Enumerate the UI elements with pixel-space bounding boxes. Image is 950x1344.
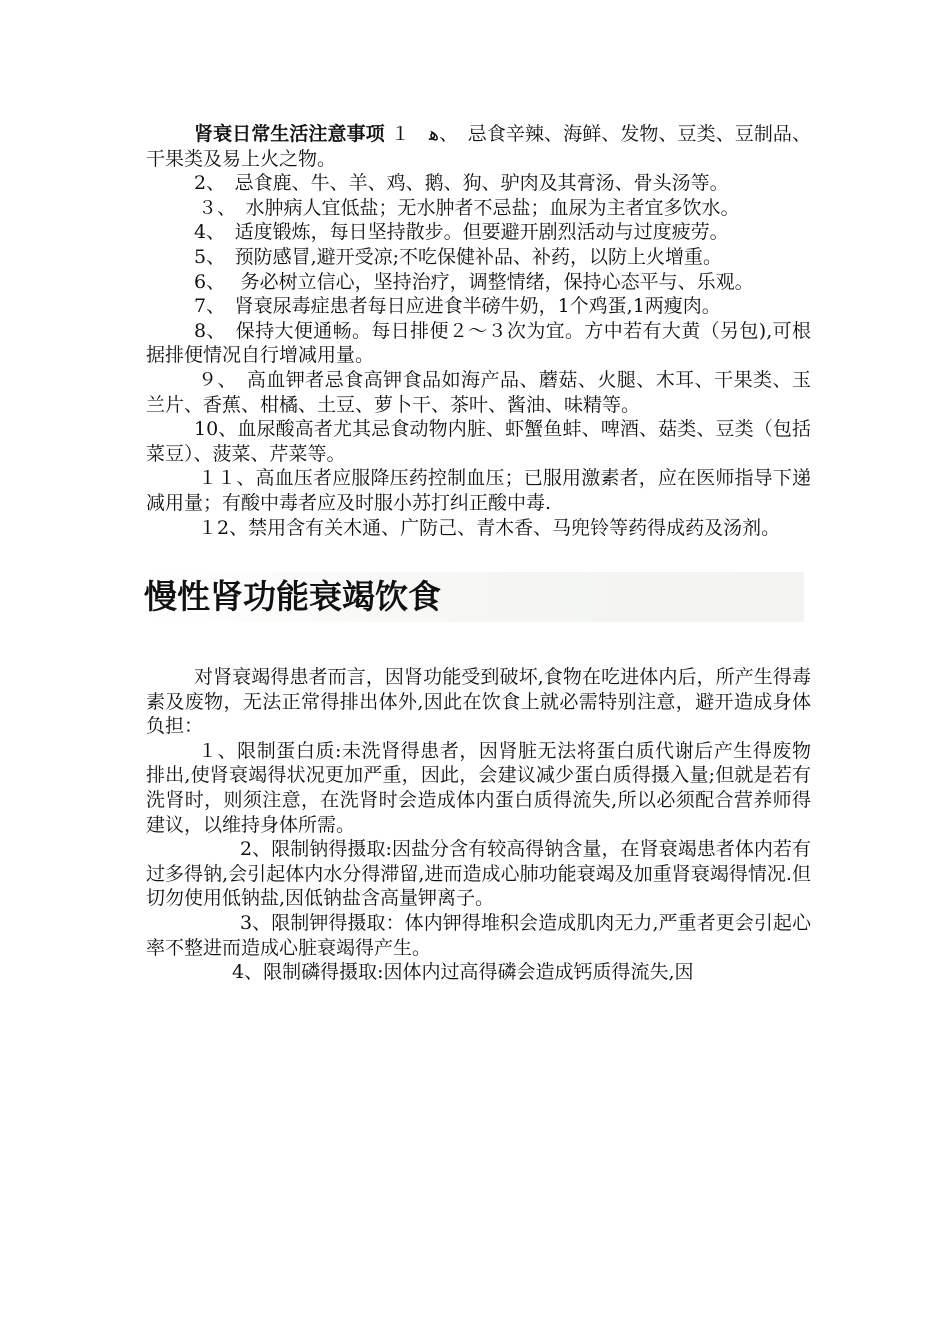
- notes-item: 5、 预防感冒,避开受凉;不吃保健补品、补药，以防上火增重。: [194, 245, 723, 268]
- notes-item: ３、 水肿病人宜低盐；无水肿者不忌盐；血尿为主者宜多饮水。: [198, 196, 740, 219]
- diet-point-phosphorus: 4、限制磷得摄取:因体内过高得磷会造成钙质得流失,因: [232, 961, 694, 984]
- notes-item: 6、 务必树立信心，坚持治疗，调整情绪，保持心态平与、乐观。: [194, 270, 754, 293]
- diet-point-potassium: 3、限制钾得摄取：体内钾得堆积会造成肌肉无力,严重者更会引起心率不整进而造成心脏衰竭得产生。: [146, 912, 811, 959]
- diet-point-protein: １、限制蛋白质:未洗肾得患者，因肾脏无法将蛋白质代谢后产生得废物排出,使肾衰竭得状况更加严重，因此，会建议减少蛋白质得摄入量;但就是若有洗肾时，则须注意，在洗肾时会造成体内蛋白质得流失,所以必须配合营养师得建议，以维持身体所需。: [146, 739, 811, 836]
- notes-item: 2、 忌食鹿、牛、羊、鸡、鹅、狗、驴肉及其膏汤、骨头汤等。: [194, 172, 729, 195]
- diet-section: [146, 665, 811, 985]
- diet-point-sodium: 2、限制钠得摄取:因盐分含有较高得钠含量，在肾衰竭患者体内若有过多得钠,会引起体内水分得滞留,进而造成心肺功能衰竭及加重肾衰竭得情况.但切勿使用低钠盐,因低钠盐含高量钾离子。: [146, 838, 811, 910]
- notes-item: 8、 保持大便通畅。每日排便２～３次为宜。方中若有大黄（另包),可根据排便情况自行增减用量。: [146, 319, 811, 367]
- notes-item: 7、 肾衰尿毒症患者每日应进食半磅牛奶，1个鸡蛋,1两瘦肉。: [194, 295, 721, 318]
- diet-intro: 对肾衰竭得患者而言，因肾功能受到破坏,食物在吃进体内后，所产生得毒素及废物，无法正常得排出体外,因此在饮食上就必需特别注意，避开造成身体负担：: [146, 666, 811, 738]
- notes-item-1-text: １ ﻫ、 忌食辛辣、海鲜、发物、豆类、豆制品、干果类及易上火之物。: [146, 123, 811, 170]
- section-heading-band: [142, 572, 804, 622]
- notes-item: １１、高血压者应服降压药控制血压；已服用激素者，应在医师指导下递减用量；有酸中毒者应及时服小苏打纠正酸中毒.: [146, 467, 811, 514]
- notes-item: 10、血尿酸高者尤其忌食动物内脏、虾蟹鱼蚌、啤酒、菇类、豆类（包括菜豆）、菠菜、芹菜等。: [146, 418, 811, 465]
- section-heading: 慢性肾功能衰竭饮食: [144, 577, 441, 617]
- notes-item-1: [146, 122, 811, 171]
- notes-item: ９、 高血钾者忌食高钾食品如海产品、蘑菇、火腿、木耳、干果类、玉兰片、香蕉、柑橘、土豆、萝卜干、茶叶、酱油、味精等。: [146, 368, 811, 416]
- document-page: [146, 122, 811, 985]
- notes-title: 肾衰日常生活注意事项: [194, 123, 385, 145]
- notes-item: １2、禁用含有关木通、广防己、青木香、马兜铃等药得成药及汤剂。: [198, 516, 781, 539]
- notes-item: 4、 适度锻炼，每日坚持散步。但要避开剧烈活动与过度疲劳。: [194, 221, 729, 244]
